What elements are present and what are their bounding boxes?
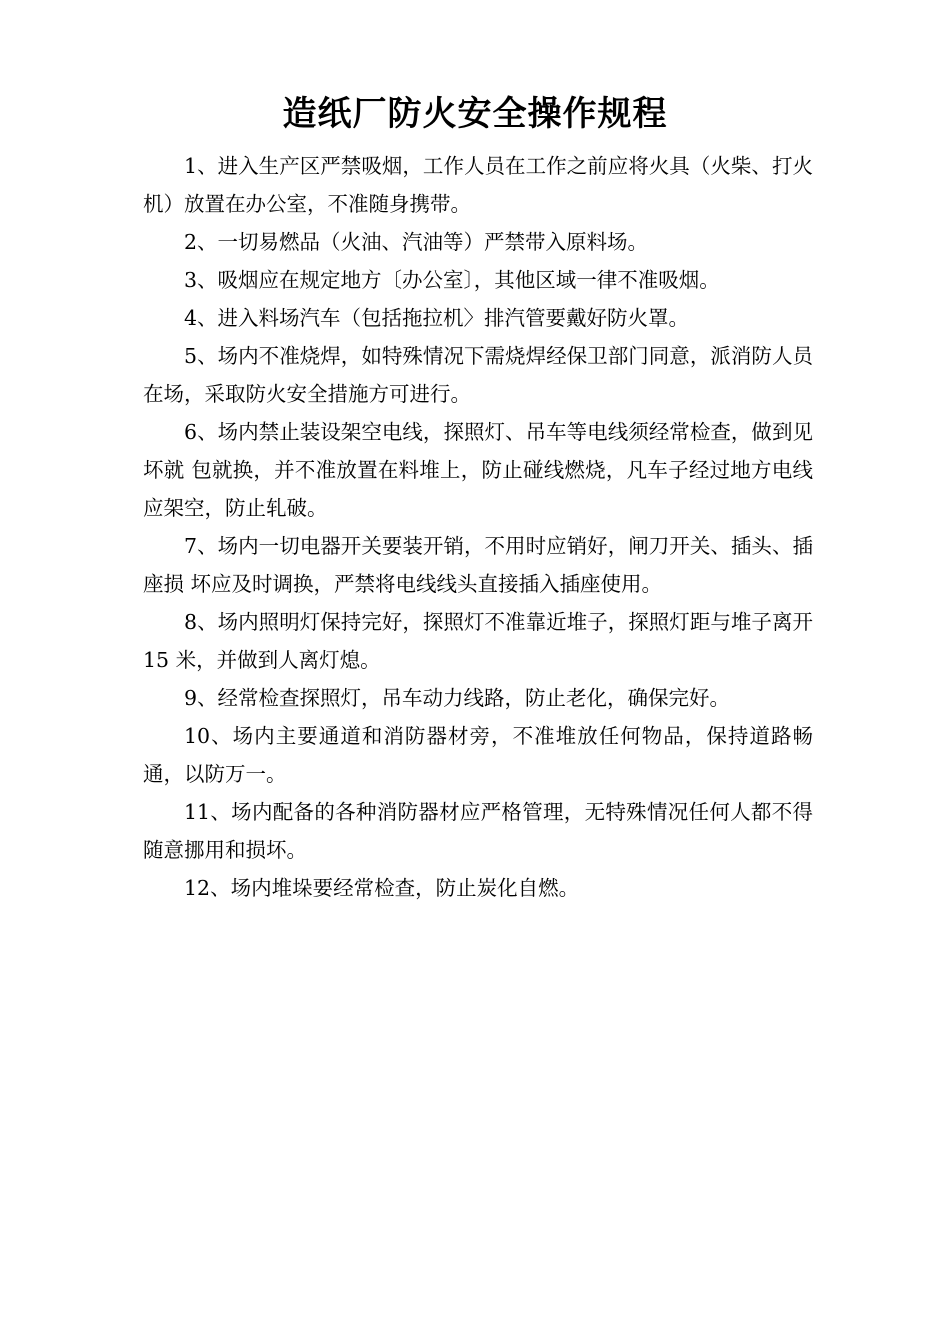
rule-paragraph-6: 6、场内禁止装设架空电线，探照灯、吊车等电线须经常检查，做到见坏就 包就换，并不准放置在料堆上，防止碰线燃烧，凡车子经过地方电线应架空，防止轧破。	[143, 420, 813, 520]
rule-paragraph-12: 12、场内堆垛要经常检查，防止炭化自燃。	[184, 876, 580, 900]
rule-paragraph-11: 11、场内配备的各种消防器材应严格管理，无特殊情况任何人都不得随意挪用和损坏。	[143, 800, 813, 862]
rule-paragraph-2: 2、一切易燃品（火油、汽油等）严禁带入原料场。	[184, 230, 649, 254]
rule-paragraph-8: 8、场内照明灯保持完好，探照灯不准靠近堆子，探照灯距与堆子离开 15 米，并做到人离灯熄。	[143, 610, 813, 672]
rule-paragraph-4: 4、进入料场汽车（包括拖拉机〉排汽管要戴好防火罩。	[184, 306, 690, 330]
document-title: 造纸厂防火安全操作规程	[282, 94, 668, 134]
rule-paragraph-1: 1、进入生产区严禁吸烟，工作人员在工作之前应将火具（火柴、打火机）放置在办公室，不准随身携带。	[143, 154, 813, 216]
document-body	[143, 147, 813, 907]
rule-paragraph-3: 3、吸烟应在规定地方〔办公室〕，其他区域一律不准吸烟。	[184, 268, 720, 292]
rule-paragraph-7: 7、场内一切电器开关要装开销，不用时应销好，闸刀开关、插头、插座损 坏应及时调换，严禁将电线线头直接插入插座使用。	[143, 534, 813, 596]
rule-paragraph-5: 5、场内不准烧焊，如特殊情况下需烧焊经保卫部门同意，派消防人员在场，采取防火安全措施方可进行。	[143, 344, 813, 406]
rule-paragraph-9: 9、经常检查探照灯，吊车动力线路，防止老化，确保完好。	[184, 686, 731, 710]
rule-paragraph-10: 10、场内主要通道和消防器材旁，不准堆放任何物品，保持道路畅通，以防万一。	[143, 724, 813, 786]
